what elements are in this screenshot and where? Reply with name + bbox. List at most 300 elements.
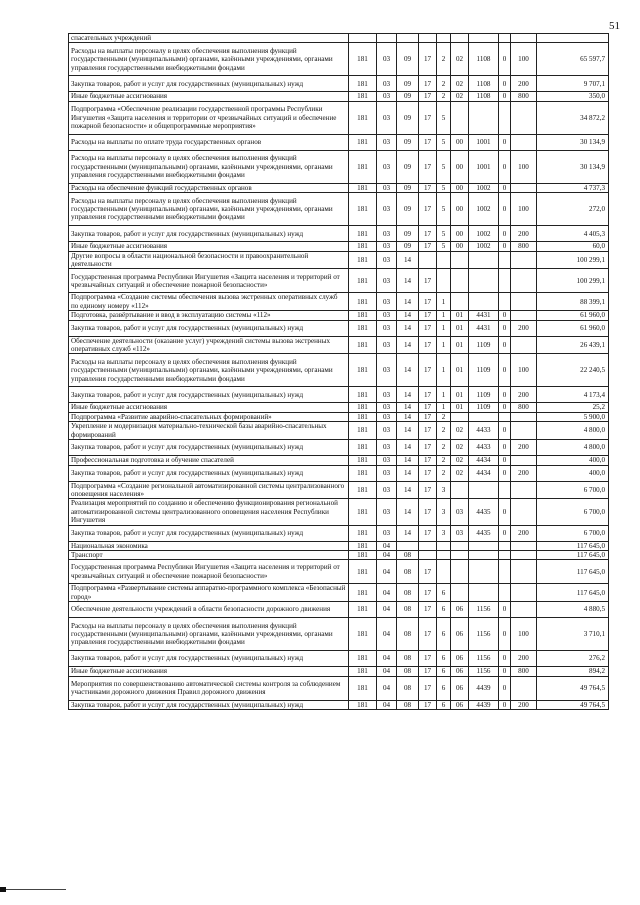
row-code: 14: [397, 354, 419, 387]
row-label: Транспорт: [69, 550, 349, 559]
table-row: [69, 387, 609, 403]
row-code: 4439: [469, 700, 499, 709]
row-code: 01: [451, 311, 469, 320]
row-code: 2: [437, 412, 451, 421]
row-label: Иные бюджетные ассигнования: [69, 242, 349, 251]
row-code: 0: [499, 465, 511, 481]
row-amount: 30 134,9: [537, 150, 609, 183]
row-code: 02: [451, 43, 469, 76]
row-code: 1: [437, 336, 451, 354]
row-code: 2: [437, 440, 451, 456]
row-code: 02: [451, 465, 469, 481]
row-code: 181: [349, 150, 377, 183]
row-code: 100: [511, 354, 537, 387]
row-code: 181: [349, 354, 377, 387]
row-code: 181: [349, 226, 377, 242]
table-row: [69, 134, 609, 150]
row-code: [419, 34, 437, 43]
table-row: [69, 269, 609, 293]
row-code: 181: [349, 193, 377, 226]
row-amount: 117 645,0: [537, 560, 609, 584]
row-code: 181: [349, 700, 377, 709]
row-code: 17: [419, 311, 437, 320]
row-code: 01: [451, 320, 469, 336]
row-code: 4433: [469, 440, 499, 456]
row-label: Мероприятия по совершенствованию автоматической системы контроля за соблюдением участниками дорожного движения Правил дорожного движения: [69, 676, 349, 700]
row-code: 17: [419, 676, 437, 700]
row-code: 0: [499, 676, 511, 700]
row-code: 181: [349, 320, 377, 336]
row-code: [511, 422, 537, 440]
row-code: 03: [377, 226, 397, 242]
row-code: 03: [377, 293, 397, 311]
row-amount: 65 597,7: [537, 43, 609, 76]
row-code: [511, 550, 537, 559]
row-code: [499, 34, 511, 43]
row-code: 100: [511, 618, 537, 651]
row-code: 200: [511, 465, 537, 481]
row-code: 01: [451, 403, 469, 412]
row-amount: 4 800,0: [537, 440, 609, 456]
row-code: 03: [377, 92, 397, 101]
row-code: 5: [437, 242, 451, 251]
row-code: 181: [349, 134, 377, 150]
table-row: [69, 320, 609, 336]
row-code: 03: [377, 481, 397, 499]
row-amount: 4 880,5: [537, 602, 609, 618]
row-label: Закупка товаров, работ и услуг для государственных (муниципальных) нужд: [69, 700, 349, 709]
row-code: 0: [499, 150, 511, 183]
row-code: 181: [349, 618, 377, 651]
row-code: 14: [397, 269, 419, 293]
row-code: [469, 269, 499, 293]
row-code: 14: [397, 251, 419, 269]
row-code: 03: [377, 354, 397, 387]
row-code: 6: [437, 667, 451, 676]
row-amount: 894,2: [537, 667, 609, 676]
row-code: 0: [499, 700, 511, 709]
row-code: 1156: [469, 602, 499, 618]
row-code: 06: [451, 651, 469, 667]
page-number: 51: [609, 20, 620, 32]
row-code: 1001: [469, 134, 499, 150]
row-code: [437, 541, 451, 550]
row-code: 800: [511, 667, 537, 676]
row-code: 200: [511, 320, 537, 336]
row-code: [499, 101, 511, 134]
row-code: 181: [349, 92, 377, 101]
row-label: Закупка товаров, работ и услуг для государственных (муниципальных) нужд: [69, 387, 349, 403]
row-code: 1: [437, 403, 451, 412]
row-code: [499, 584, 511, 602]
row-code: 181: [349, 336, 377, 354]
row-code: 03: [377, 525, 397, 541]
table-row: [69, 667, 609, 676]
row-code: [511, 183, 537, 192]
row-code: 00: [451, 134, 469, 150]
row-code: 04: [377, 602, 397, 618]
row-code: 17: [419, 412, 437, 421]
row-code: 0: [499, 336, 511, 354]
row-code: 0: [499, 43, 511, 76]
row-code: 100: [511, 193, 537, 226]
row-code: 09: [397, 150, 419, 183]
row-code: [349, 34, 377, 43]
row-code: [437, 251, 451, 269]
row-label: Закупка товаров, работ и услуг для государственных (муниципальных) нужд: [69, 465, 349, 481]
row-code: [469, 584, 499, 602]
row-label: Закупка товаров, работ и услуг для государственных (муниципальных) нужд: [69, 651, 349, 667]
row-code: 181: [349, 481, 377, 499]
row-code: [511, 412, 537, 421]
row-code: 1108: [469, 43, 499, 76]
row-code: 09: [397, 242, 419, 251]
row-code: 1109: [469, 354, 499, 387]
row-code: 02: [451, 456, 469, 465]
row-amount: 6 700,0: [537, 499, 609, 525]
row-label: Расходы на выплаты персоналу в целях обеспечения выполнения функций государственными (муниципальными) органами, казёнными учреждениями, органами управления государственными внебюджетными фондами: [69, 150, 349, 183]
row-code: 17: [419, 336, 437, 354]
row-code: 1108: [469, 92, 499, 101]
row-code: 14: [397, 311, 419, 320]
row-code: 04: [377, 584, 397, 602]
row-amount: 272,0: [537, 193, 609, 226]
row-code: 181: [349, 667, 377, 676]
table-row: [69, 293, 609, 311]
row-code: 14: [397, 320, 419, 336]
row-amount: 4 173,4: [537, 387, 609, 403]
row-label: Иные бюджетные ассигнования: [69, 92, 349, 101]
row-code: [511, 101, 537, 134]
row-amount: 4 800,0: [537, 422, 609, 440]
row-code: 14: [397, 412, 419, 421]
row-code: 04: [377, 560, 397, 584]
row-label: Закупка товаров, работ и услуг для государственных (муниципальных) нужд: [69, 320, 349, 336]
row-code: 17: [419, 525, 437, 541]
row-code: [437, 34, 451, 43]
row-code: 1002: [469, 193, 499, 226]
row-label: Подпрограмма «Создание системы обеспечения вызова экстренных оперативных служб по единому номеру «112»: [69, 293, 349, 311]
row-amount: 30 134,9: [537, 134, 609, 150]
row-code: 181: [349, 651, 377, 667]
row-code: 181: [349, 602, 377, 618]
row-code: 03: [377, 456, 397, 465]
row-code: 14: [397, 293, 419, 311]
row-code: 1109: [469, 387, 499, 403]
row-code: 181: [349, 269, 377, 293]
table-row: [69, 354, 609, 387]
row-amount: 276,2: [537, 651, 609, 667]
row-code: 04: [377, 550, 397, 559]
row-label: Иные бюджетные ассигнования: [69, 667, 349, 676]
row-code: 0: [499, 354, 511, 387]
table-row: [69, 550, 609, 559]
row-code: 03: [377, 76, 397, 92]
row-code: 181: [349, 403, 377, 412]
row-code: 6: [437, 602, 451, 618]
row-code: 1: [437, 293, 451, 311]
row-code: 08: [397, 560, 419, 584]
row-code: 17: [419, 499, 437, 525]
row-code: [469, 34, 499, 43]
row-code: 09: [397, 92, 419, 101]
row-label: Расходы на выплаты персоналу в целях обеспечения выполнения функций государственными (муниципальными) органами, казёнными учреждениями, органами управления государственными внебюджетными фондами: [69, 618, 349, 651]
row-label: Реализация мероприятий по созданию и обеспечению функционирования региональной автоматизированной системы централизованного оповещения населения Республики Ингушетия: [69, 499, 349, 525]
row-code: 08: [397, 676, 419, 700]
row-code: 03: [377, 101, 397, 134]
row-code: 100: [511, 150, 537, 183]
table-row: [69, 560, 609, 584]
row-code: 04: [377, 700, 397, 709]
row-code: [499, 541, 511, 550]
row-code: 1: [437, 354, 451, 387]
row-code: 181: [349, 525, 377, 541]
row-code: 3: [437, 525, 451, 541]
row-code: 4435: [469, 525, 499, 541]
row-code: 4435: [469, 499, 499, 525]
row-code: [451, 293, 469, 311]
row-code: [511, 481, 537, 499]
row-code: 5: [437, 101, 451, 134]
table-row: [69, 456, 609, 465]
row-label: Подпрограмма «Развертывание системы аппаратно-программного комплекса «Безопасный город»: [69, 584, 349, 602]
row-code: [437, 560, 451, 584]
row-code: 1109: [469, 403, 499, 412]
row-code: [511, 602, 537, 618]
row-code: 0: [499, 320, 511, 336]
row-code: [397, 34, 419, 43]
row-code: 3: [437, 481, 451, 499]
row-code: 1156: [469, 618, 499, 651]
table-row: [69, 440, 609, 456]
row-code: 181: [349, 676, 377, 700]
table-row: [69, 422, 609, 440]
row-code: 17: [419, 320, 437, 336]
row-code: 181: [349, 465, 377, 481]
row-code: 03: [377, 269, 397, 293]
table-row: [69, 226, 609, 242]
table-row: [69, 183, 609, 192]
row-code: 4431: [469, 320, 499, 336]
row-code: 4439: [469, 676, 499, 700]
row-code: 14: [397, 422, 419, 440]
row-code: 14: [397, 387, 419, 403]
row-code: [451, 34, 469, 43]
row-code: 02: [451, 422, 469, 440]
row-amount: 26 439,1: [537, 336, 609, 354]
row-code: 03: [377, 336, 397, 354]
row-code: 00: [451, 242, 469, 251]
row-code: 09: [397, 134, 419, 150]
row-code: [451, 269, 469, 293]
row-code: 4434: [469, 465, 499, 481]
row-label: Государственная программа Республики Ингушетия «Защита населения и территорий от чрезвычайных ситуаций и обеспечение пожарной безопасности»: [69, 560, 349, 584]
row-code: 04: [377, 667, 397, 676]
row-code: 5: [437, 150, 451, 183]
row-label: Расходы на выплаты персоналу в целях обеспечения выполнения функций государственными (муниципальными) органами, казёнными учреждениями, органами управления государственными внебюджетными фондами: [69, 354, 349, 387]
row-code: 17: [419, 269, 437, 293]
row-label: Обеспечение деятельности (оказание услуг) учреждений системы вызова экстренных оперативных служб «112»: [69, 336, 349, 354]
row-amount: 350,0: [537, 92, 609, 101]
row-code: 5: [437, 193, 451, 226]
row-label: Обеспечение деятельности учреждений в области безопасности дорожного движения: [69, 602, 349, 618]
row-code: 17: [419, 700, 437, 709]
row-amount: 100 299,1: [537, 251, 609, 269]
table-row: [69, 336, 609, 354]
row-amount: 117 645,0: [537, 541, 609, 550]
row-code: 200: [511, 440, 537, 456]
row-code: 181: [349, 550, 377, 559]
row-code: 03: [377, 387, 397, 403]
row-code: 08: [397, 602, 419, 618]
table-row: [69, 251, 609, 269]
row-code: 0: [499, 440, 511, 456]
row-code: 181: [349, 422, 377, 440]
row-code: 100: [511, 43, 537, 76]
row-amount: 6 700,0: [537, 481, 609, 499]
row-amount: 9 707,1: [537, 76, 609, 92]
row-code: [499, 481, 511, 499]
table-row: [69, 92, 609, 101]
row-code: 5: [437, 226, 451, 242]
row-code: 00: [451, 226, 469, 242]
row-code: 08: [397, 667, 419, 676]
row-code: 06: [451, 618, 469, 651]
row-code: 06: [451, 676, 469, 700]
row-code: 03: [377, 499, 397, 525]
row-code: 5: [437, 134, 451, 150]
row-code: 08: [397, 618, 419, 651]
row-code: 0: [499, 667, 511, 676]
row-code: 08: [397, 550, 419, 559]
row-code: [499, 293, 511, 311]
row-code: 2: [437, 92, 451, 101]
row-code: [451, 584, 469, 602]
row-code: 03: [451, 525, 469, 541]
row-code: [469, 560, 499, 584]
table-row: [69, 34, 609, 43]
row-code: 06: [451, 700, 469, 709]
table-row: [69, 242, 609, 251]
row-code: 6: [437, 584, 451, 602]
table-body: [69, 34, 609, 710]
row-code: 02: [451, 76, 469, 92]
row-code: 1002: [469, 242, 499, 251]
row-code: 0: [499, 456, 511, 465]
row-label: Подготовка, развёртывание и ввод в эксплуатацию системы «112»: [69, 311, 349, 320]
row-label: Другие вопросы в области национальной безопасности и правоохранительной деятельности: [69, 251, 349, 269]
row-amount: 88 399,1: [537, 293, 609, 311]
row-code: 14: [397, 336, 419, 354]
row-code: 09: [397, 193, 419, 226]
row-code: 14: [397, 499, 419, 525]
row-code: [511, 251, 537, 269]
row-code: 181: [349, 183, 377, 192]
row-code: [511, 456, 537, 465]
row-label: Подпрограмма «Создание региональной автоматизированной системы централизованного оповещения населения»: [69, 481, 349, 499]
row-code: 17: [419, 293, 437, 311]
row-code: 17: [419, 193, 437, 226]
row-code: [499, 560, 511, 584]
row-code: 17: [419, 92, 437, 101]
row-amount: 5 900,0: [537, 412, 609, 421]
row-code: 181: [349, 412, 377, 421]
row-code: 4433: [469, 422, 499, 440]
row-code: [511, 134, 537, 150]
table-row: [69, 76, 609, 92]
row-code: 0: [499, 499, 511, 525]
row-code: 09: [397, 43, 419, 76]
row-code: 181: [349, 76, 377, 92]
row-code: 1002: [469, 226, 499, 242]
row-code: 09: [397, 101, 419, 134]
row-code: 181: [349, 251, 377, 269]
row-code: 1156: [469, 667, 499, 676]
row-code: 01: [451, 387, 469, 403]
row-code: 0: [499, 422, 511, 440]
row-code: 0: [499, 134, 511, 150]
row-code: 01: [451, 354, 469, 387]
row-code: 4431: [469, 311, 499, 320]
row-code: [511, 676, 537, 700]
row-code: 2: [437, 456, 451, 465]
row-code: [469, 293, 499, 311]
row-code: 0: [499, 92, 511, 101]
row-code: [377, 34, 397, 43]
row-code: [511, 269, 537, 293]
footer-rule: [6, 889, 66, 890]
row-code: [511, 499, 537, 525]
row-label: Расходы на обеспечение функций государственных органов: [69, 183, 349, 192]
row-code: [511, 584, 537, 602]
table-row: [69, 403, 609, 412]
row-amount: 400,0: [537, 465, 609, 481]
row-label: Закупка товаров, работ и услуг для государственных (муниципальных) нужд: [69, 440, 349, 456]
row-code: 08: [397, 584, 419, 602]
row-code: 04: [377, 618, 397, 651]
row-code: 1: [437, 320, 451, 336]
row-code: 00: [451, 150, 469, 183]
row-code: 09: [397, 226, 419, 242]
row-amount: 49 764,5: [537, 676, 609, 700]
row-code: 2: [437, 465, 451, 481]
row-code: 181: [349, 560, 377, 584]
row-code: 17: [419, 618, 437, 651]
row-code: 03: [377, 150, 397, 183]
row-label: Профессиональная подготовка и обучение спасателей: [69, 456, 349, 465]
row-code: 17: [419, 242, 437, 251]
table-row: [69, 700, 609, 709]
row-code: 3: [437, 499, 451, 525]
row-code: [451, 550, 469, 559]
row-label: Закупка товаров, работ и услуг для государственных (муниципальных) нужд: [69, 226, 349, 242]
row-code: 04: [377, 651, 397, 667]
row-code: 6: [437, 676, 451, 700]
row-code: 181: [349, 387, 377, 403]
row-code: 200: [511, 226, 537, 242]
row-code: 14: [397, 403, 419, 412]
row-code: 03: [377, 320, 397, 336]
row-code: 4434: [469, 456, 499, 465]
row-code: 03: [377, 412, 397, 421]
row-code: 17: [419, 150, 437, 183]
row-code: 6: [437, 618, 451, 651]
row-code: 0: [499, 387, 511, 403]
row-code: 03: [451, 499, 469, 525]
table-row: [69, 525, 609, 541]
row-code: [419, 251, 437, 269]
row-code: 17: [419, 134, 437, 150]
